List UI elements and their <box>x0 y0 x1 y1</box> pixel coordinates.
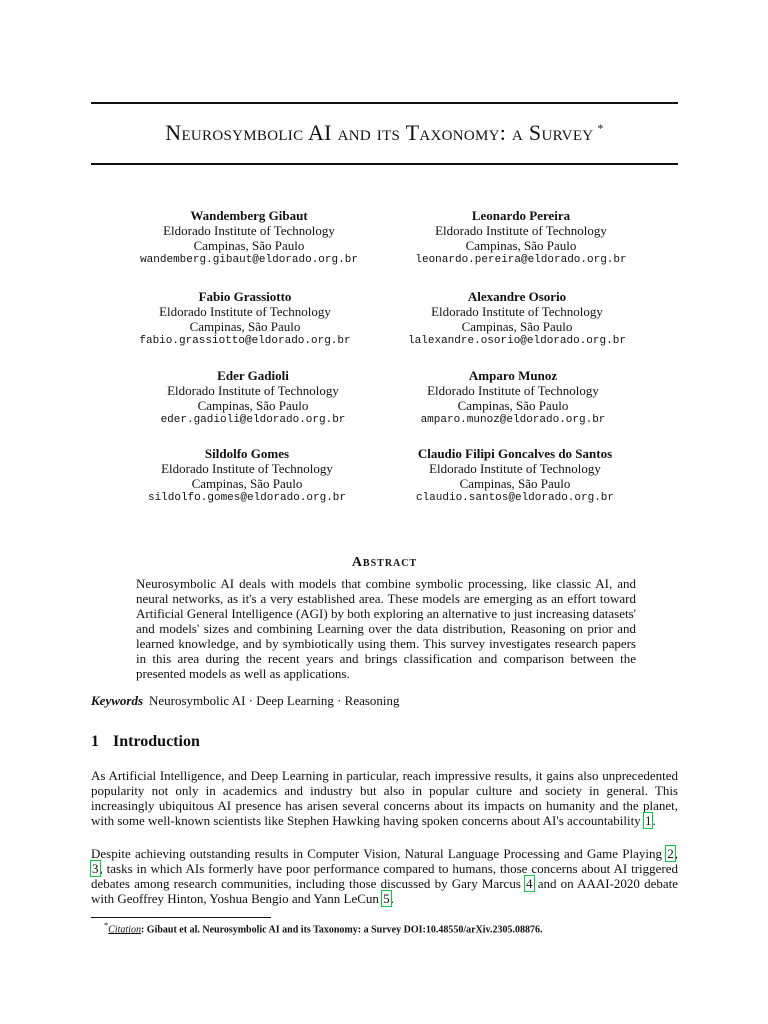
footnote-label[interactable]: Citation <box>108 924 141 936</box>
author-affiliation: Eldorado Institute of Technology <box>167 383 339 398</box>
author-affiliation: Eldorado Institute of Technology <box>429 461 601 476</box>
author-block <box>371 208 671 268</box>
author-name: Wandemberg Gibaut <box>190 208 308 223</box>
paragraph-text: As Artificial Intelligence, and Deep Learning in particular, reach impressive results, it gains also unprecedented popularity not only in academics and industry but also in popular culture and society in general. This increasingly ubiquitous AI presence has arisen several concerns about its impacts on humanity and the planet, with some well-known scientists like Stephen Hawking having spoken concerns about AI's accountability <box>91 768 678 828</box>
citation-link[interactable]: 3 <box>92 861 99 876</box>
title-rule-top <box>91 102 678 104</box>
paragraph-text: , tasks in which AIs formerly have poor performance compared to humans, those concerns about AI triggered debates among research communities, including those discussed by Gary Marcus <box>91 861 678 891</box>
author-block <box>95 289 395 349</box>
footnote-mark: * <box>104 921 109 930</box>
author-name: Leonardo Pereira <box>471 208 571 223</box>
section-heading-introduction <box>91 733 200 751</box>
author-location: Campinas, São Paulo <box>457 398 569 413</box>
section-title: Introduction <box>113 733 200 750</box>
intro-paragraph-2 <box>91 846 678 906</box>
author-email[interactable]: amparo.munoz@eldorado.org.br <box>420 414 606 426</box>
author-name: Claudio Filipi Goncalves do Santos <box>417 446 613 461</box>
author-email[interactable]: lalexandre.osorio@eldorado.org.br <box>408 335 626 347</box>
author-email[interactable]: eder.gadioli@eldorado.org.br <box>160 414 346 426</box>
section-number: 1 <box>91 733 99 750</box>
citation-link[interactable]: 1 <box>644 813 652 828</box>
author-email[interactable]: claudio.santos@eldorado.org.br <box>415 492 615 504</box>
footnote <box>104 921 542 935</box>
author-affiliation: Eldorado Institute of Technology <box>163 223 335 238</box>
footnote-text: : Gibaut et al. Neurosymbolic AI and its Taxonomy: a Survey DOI:10.48550/arXiv.2305.08876. <box>140 924 543 936</box>
author-location: Campinas, São Paulo <box>191 476 303 491</box>
author-affiliation: Eldorado Institute of Technology <box>431 304 603 319</box>
paragraph-text: Despite achieving outstanding results in Computer Vision, Natural Language Processing and Game Playing <box>91 846 667 861</box>
title-rule-bottom <box>91 163 678 165</box>
keywords-line <box>91 693 678 709</box>
paper-title-text: Neurosymbolic AI and its Taxonomy: a Survey <box>165 120 594 145</box>
abstract-text: Neurosymbolic AI deals with models that combine symbolic processing, like classic AI, and neural networks, as it's a very established area. These models are emerging as an effort toward Artificial General Intelligence (AGI) by both exploring an alternative to just increasing datasets' and models' sizes and combining Learning over the data distribution, Reasoning on prior and learned knowledge, and by symbiotically using them. This survey investigates research papers in this area during the recent years and brings classification and comparison between the presented models as well as applications. <box>136 576 636 681</box>
paragraph-text: and on AAAI-2020 debate with Geoffrey Hinton, Yoshua Bengio and Yann LeCun <box>91 876 678 906</box>
author-block <box>99 208 399 268</box>
author-affiliation: Eldorado Institute of Technology <box>427 383 599 398</box>
author-block <box>363 368 663 428</box>
paragraph-text: . <box>652 813 656 828</box>
author-email[interactable]: fabio.grassiotto@eldorado.org.br <box>139 335 351 347</box>
author-email[interactable]: wandemberg.gibaut@eldorado.org.br <box>140 254 358 266</box>
citation-link[interactable]: 4 <box>526 876 533 891</box>
author-affiliation: Eldorado Institute of Technology <box>159 304 331 319</box>
author-name: Eder Gadioli <box>217 368 289 383</box>
paragraph-text: , <box>674 846 678 861</box>
paragraph-text: . <box>390 891 394 906</box>
author-location: Campinas, São Paulo <box>459 476 571 491</box>
author-name: Fabio Grassiotto <box>198 289 292 304</box>
author-name: Alexandre Osorio <box>467 289 567 304</box>
author-email[interactable]: sildolfo.gomes@eldorado.org.br <box>147 492 347 504</box>
author-block <box>103 368 403 428</box>
author-location: Campinas, São Paulo <box>189 319 301 334</box>
author-location: Campinas, São Paulo <box>461 319 573 334</box>
footnote-rule <box>91 917 271 918</box>
keywords-list: Neurosymbolic AI · Deep Learning · Reasoning <box>149 693 400 708</box>
abstract-heading: Abstract <box>351 555 418 570</box>
paper-title <box>91 120 678 146</box>
author-name: Amparo Munoz <box>468 368 558 383</box>
intro-paragraph-1 <box>91 768 678 828</box>
author-location: Campinas, São Paulo <box>197 398 309 413</box>
author-block <box>97 446 397 506</box>
author-email[interactable]: leonardo.pereira@eldorado.org.br <box>415 254 627 266</box>
author-affiliation: Eldorado Institute of Technology <box>161 461 333 476</box>
author-block <box>367 289 667 349</box>
author-location: Campinas, São Paulo <box>465 238 577 253</box>
author-affiliation: Eldorado Institute of Technology <box>435 223 607 238</box>
keywords-label: Keywords <box>91 693 143 708</box>
author-name: Sildolfo Gomes <box>204 446 290 461</box>
author-block <box>365 446 665 506</box>
citation-link[interactable]: 2 <box>667 846 674 861</box>
citation-link[interactable]: 5 <box>383 891 390 906</box>
title-footnote-mark[interactable]: * <box>597 120 604 135</box>
author-location: Campinas, São Paulo <box>193 238 305 253</box>
